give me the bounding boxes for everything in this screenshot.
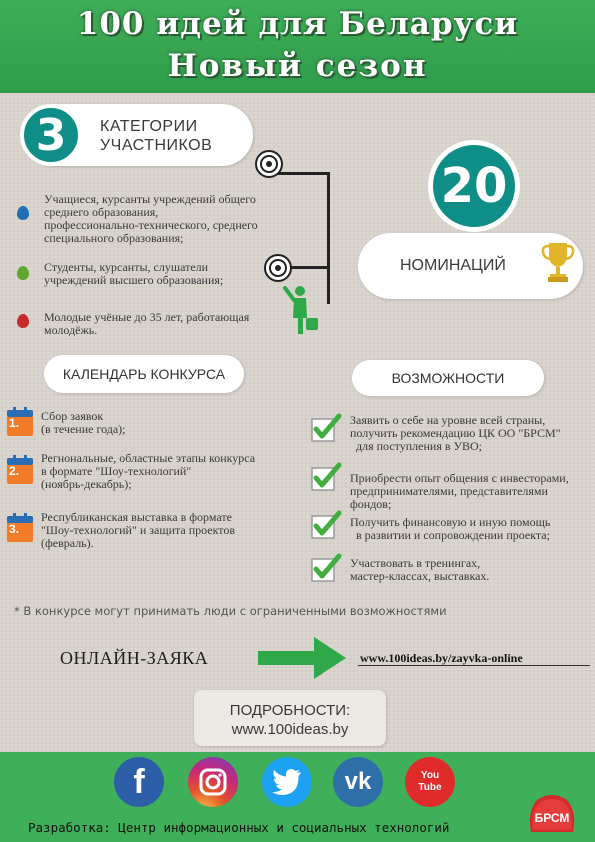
- calendar-step-number: 2.: [9, 464, 20, 478]
- calendar-step-number: 1.: [9, 416, 20, 430]
- categories-title-line1: КАТЕГОРИИ: [100, 118, 198, 135]
- more-info-title: ПОДРОБНОСТИ:: [229, 702, 351, 719]
- checkmark-icon: [310, 462, 342, 492]
- title-line2: Новый сезон: [167, 48, 428, 84]
- calendar-step-number: 3.: [9, 522, 20, 536]
- facebook-icon[interactable]: f: [114, 757, 164, 807]
- connector-line-vertical: [327, 172, 330, 304]
- trophy-icon: [541, 241, 575, 283]
- header-banner: [0, 0, 595, 93]
- calendar-item-2: Регнональные, областные этапы конкурса в формате "Шоу-технологий" (ноябрь-декабрь);: [41, 451, 256, 491]
- category-item-1: Учащиеся, курсанты учреждений общего среднего образования, профессионально-технического, среднего специального образования;: [44, 192, 258, 245]
- youtube-icon[interactable]: You Tube: [405, 757, 455, 807]
- online-application-link[interactable]: www.100ideas.by/zayvka-online: [360, 651, 523, 665]
- calendar-item-1: Сбор заявок (в течение года);: [41, 409, 126, 436]
- opportunity-item-1: Заявить о себе на уровне всей страны, получить рекомендацию ЦК ОО "БРСМ" для поступления в УВО;: [350, 413, 561, 453]
- calendar-item-3: Республиканская выставка в формате "Шоу-технологий" и защита проектов (февраль).: [41, 510, 236, 550]
- checkmark-icon: [310, 553, 342, 583]
- link-underline: [358, 665, 590, 666]
- bird-glyph: [272, 769, 302, 795]
- vk-icon[interactable]: vk: [333, 757, 383, 807]
- categories-title-line2: УЧАСТНИКОВ: [100, 137, 213, 154]
- category-item-2: Студенты, курсанты, слушатели учреждений высшего образования;: [44, 260, 224, 287]
- category-item-3: Молодые учёные до 35 лет, работающая молодёжь.: [44, 310, 250, 337]
- title-line1: 100 идей для Беларуси: [76, 6, 519, 42]
- category-bullet-green: [17, 266, 29, 280]
- more-info-link[interactable]: www.100ideas.by: [231, 721, 349, 738]
- opportunity-item-3: Получить финансовую и иную помощь в развитии и сопровождении проекта;: [350, 515, 551, 542]
- svg-text:БРСМ: БРСМ: [534, 811, 570, 825]
- checkmark-icon: [310, 413, 342, 443]
- nominations-title: НОМИНАЦИЙ: [400, 257, 506, 274]
- category-bullet-red: [17, 314, 29, 328]
- opportunity-item-4: Участвовать в тренингах, мастер-классах, выставках.: [350, 556, 490, 583]
- opportunities-heading: ВОЗМОЖНОСТИ: [352, 360, 544, 396]
- categories-count-badge: 3: [20, 104, 82, 166]
- category-bullet-blue: [17, 206, 29, 220]
- brsm-logo: [527, 792, 577, 836]
- instagram-icon[interactable]: [188, 757, 238, 807]
- online-application-label: ОНЛАЙН-ЗАЯКА: [60, 648, 209, 668]
- target-icon: [255, 150, 283, 178]
- nominations-count-badge: 20: [428, 140, 520, 232]
- categories-title: [100, 117, 250, 155]
- camera-glyph: [198, 767, 228, 797]
- developer-credit: Разработка: Центр информационных и социальных технологий: [28, 820, 450, 835]
- checkmark-icon: [310, 510, 342, 540]
- twitter-icon[interactable]: [262, 757, 312, 807]
- calendar-heading: КАЛЕНДАРЬ КОНКУРСА: [44, 355, 244, 393]
- accessibility-note: * В конкурсе могут принимать люди с ограниченными возможностями: [14, 604, 447, 618]
- arrow-right-icon: [258, 635, 348, 681]
- opportunity-item-2: Приобрести опыт общения с инвесторами, предпринимателями, представителями фондов;: [350, 471, 569, 511]
